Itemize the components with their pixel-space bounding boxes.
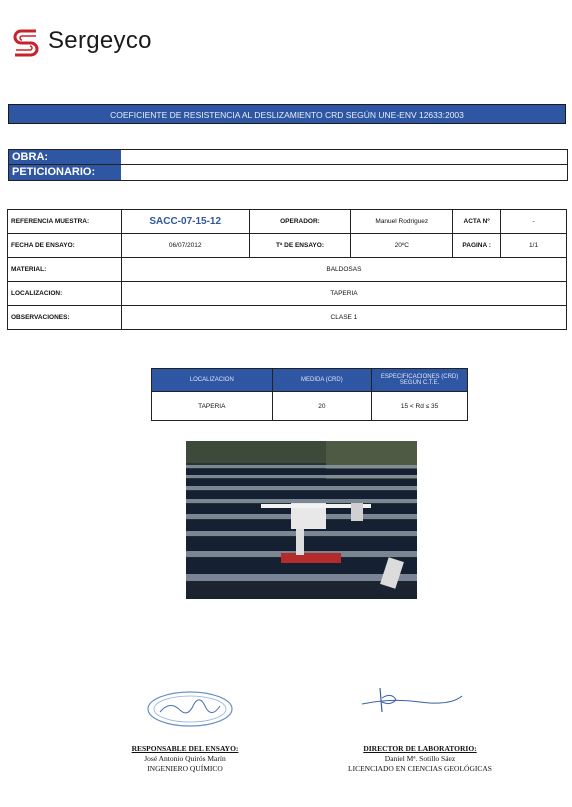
pagina-label: PAGINA :	[453, 234, 501, 258]
logo-text: Sergeyco	[48, 27, 152, 54]
obra-row	[9, 150, 567, 165]
obra-value	[121, 150, 567, 164]
temp-value: 20ºC	[351, 234, 453, 258]
director-name: Daniel Mª. Sotillo Sáez	[384, 754, 456, 763]
right-signature-block	[320, 744, 520, 774]
material-value: BALDOSAS	[121, 258, 566, 282]
table-row	[152, 392, 468, 421]
director-role: LICENCIADO EN CIENCIAS GEOLÓGICAS	[348, 764, 492, 773]
table-row	[8, 234, 567, 258]
obra-label: OBRA:	[9, 150, 121, 164]
column-header: MEDIDA (CRD)	[272, 369, 372, 392]
observaciones-value: CLASE 1	[121, 306, 566, 330]
referencia-label: REFERENCIA MUESTRA:	[8, 210, 122, 234]
table-row	[8, 210, 567, 234]
pagina-value: 1/1	[501, 234, 567, 258]
peticionario-value	[121, 165, 567, 180]
operador-label: OPERADOR:	[249, 210, 351, 234]
sergeyco-logo-icon	[10, 26, 42, 60]
localizacion-value: TAPERIA	[121, 282, 566, 306]
table-row	[8, 258, 567, 282]
director-title: DIRECTOR DE LABORATORIO:	[363, 744, 477, 753]
results-header-row	[152, 369, 468, 392]
result-crd: 20	[272, 392, 372, 421]
left-signature-icon	[142, 686, 238, 732]
operador-value: Manuel Rodriguez	[351, 210, 453, 234]
responsable-role: INGENIERO QUÍMICO	[147, 764, 223, 773]
sample-info-table	[7, 209, 567, 330]
test-photo	[186, 441, 417, 599]
acta-value: -	[501, 210, 567, 234]
localizacion-label: LOCALIZACION:	[8, 282, 122, 306]
table-row	[8, 282, 567, 306]
result-location: TAPERIA	[152, 392, 273, 421]
acta-label: ACTA Nº	[453, 210, 501, 234]
results-table	[151, 368, 468, 421]
table-row	[8, 306, 567, 330]
observaciones-label: OBSERVACIONES:	[8, 306, 122, 330]
fecha-value: 06/07/2012	[121, 234, 249, 258]
column-header: LOCALIZACION	[152, 369, 273, 392]
fecha-label: FECHA DE ENSAYO:	[8, 234, 122, 258]
column-header: ESPECIFICACIONES (CRD) SEGÚN C.T.E.	[372, 369, 468, 392]
obra-table	[8, 149, 568, 181]
left-signature-block	[110, 744, 260, 774]
material-label: MATERIAL:	[8, 258, 122, 282]
peticionario-row	[9, 165, 567, 180]
result-spec: 15 < Rd ≤ 35	[372, 392, 468, 421]
temp-label: Tª DE ENSAYO:	[249, 234, 351, 258]
referencia-value: SACC-07-15-12	[121, 210, 249, 234]
peticionario-label: PETICIONARIO:	[9, 165, 121, 180]
right-signature-icon	[360, 684, 464, 716]
responsable-title: RESPONSABLE DEL ENSAYO:	[131, 744, 239, 753]
report-title: COEFICIENTE DE RESISTENCIA AL DESLIZAMIENTO CRD SEGÚN UNE-ENV 12633:2003	[8, 104, 566, 124]
responsable-name: José Antonio Quirós Marín	[144, 754, 226, 763]
